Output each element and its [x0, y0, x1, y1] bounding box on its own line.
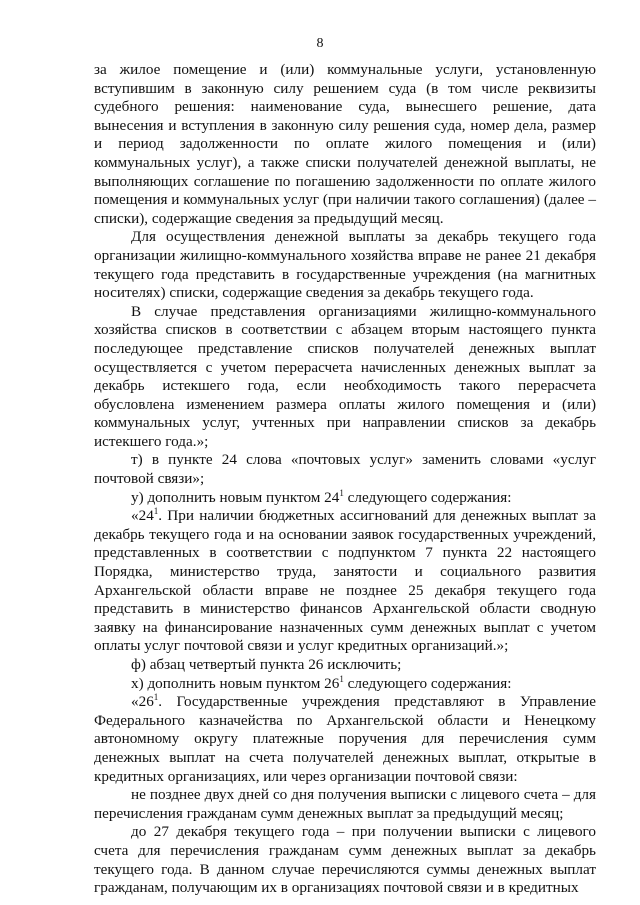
superscript: 1 [153, 506, 159, 517]
document-body [94, 61, 596, 898]
paragraph-december-payment: Для осуществления денежной выплаты за декабрь текущего года организации жилищно-коммунального хозяйства вправе не ранее 21 декабря текущего года представить в государственные учреждения (на магнитных носителях) списки, содержащие сведения за декабрь текущего года. [94, 228, 596, 302]
paragraph-item-kh [94, 675, 596, 694]
superscript: 1 [339, 673, 344, 684]
text-run: следующего содержания: [343, 674, 512, 692]
text-run: . При наличии бюджетных ассигнований для денежных выплат за декабрь текущего года и на основании заявок государственных учреждений, представленных в соответствии с подпунктом 7 пункта 22 настоящего Порядка, министерство труда, занятости и социального развития Архангельской области вправе не позднее 25 декабря текущего года представить в министерство финансов Архангельской области сводную заявку на финансирование назначенных сумм денежных выплат с учетом оплаты услуг почтовой связи и услуг кредитных организаций.»; [94, 507, 596, 655]
paragraph-item-t: т) в пункте 24 слова «почтовых услуг» заменить словами «услуг почтовой связи»; [94, 451, 596, 488]
paragraph-clause-24-1 [94, 507, 596, 656]
superscript: 1 [339, 487, 344, 498]
text-run: «24 [131, 507, 154, 525]
paragraph-clause-26-1 [94, 693, 596, 786]
paragraph-deadline-two-days: не позднее двух дней со дня получения выписки с лицевого счета – для перечисления гражданам сумм денежных выплат за предыдущий месяц; [94, 786, 596, 822]
paragraph-recalculation: В случае представления организациями жилищно-коммунального хозяйства списков в соответствии с абзацем вторым настоящего пункта последующее представление списков получателей денежных выплат осуществляется с учетом перерасчета начисленных денежных выплат за декабрь истекшего года, если необходимость такого перерасчета обусловлена изменением размера оплаты жилого помещения и (или) коммунальных услуг, учтенных при направлении списков за декабрь истекшего года.»; [94, 302, 596, 450]
paragraph-continuation: за жилое помещение и (или) коммунальные услуги, установленную вступившим в законную силу решением суда (в том числе реквизиты судебного решения: наименование суда, вынесшего решение, дата вынесения и вступления в законную силу решения суда, номер дела, размер и период задолженности по оплате жилого помещения и (или) коммунальных услуг), а также списки получателей денежной выплаты, не выполняющих соглашение по погашению задолженности по оплате жилого помещения и коммунальных услуг (при наличии такого соглашения) (далее – списки), содержащие сведения за предыдущий месяц. [94, 61, 596, 227]
text-run: х) дополнить новым пунктом 26 [131, 674, 340, 692]
text-run: «26 [131, 693, 154, 711]
text-run: . Государственные учреждения представляют в Управление Федерального казначейства по Архангельской области и Ненецкому автономному округу платежные поручения для перечисления сумм денежных выплат на счета получателей денежных выплат, открытые в кредитных организациях, или через организации почтовой связи: [94, 693, 596, 785]
paragraph-item-f: ф) абзац четвертый пункта 26 исключить; [131, 656, 402, 673]
paragraph-item-u [94, 489, 596, 508]
paragraph-deadline-december-27: до 27 декабря текущего года – при получении выписки с лицевого счета для перечисления гражданам сумм денежных выплат за декабрь текущего года. В данном случае перечисляются суммы денежных выплат гражданам, получающим их в организациях почтовой связи и в кредитных [94, 823, 596, 897]
text-run: следующего содержания: [343, 488, 512, 506]
text-run: у) дополнить новым пунктом 24 [131, 488, 340, 506]
page-number: 8 [316, 36, 324, 51]
superscript: 1 [153, 692, 159, 703]
